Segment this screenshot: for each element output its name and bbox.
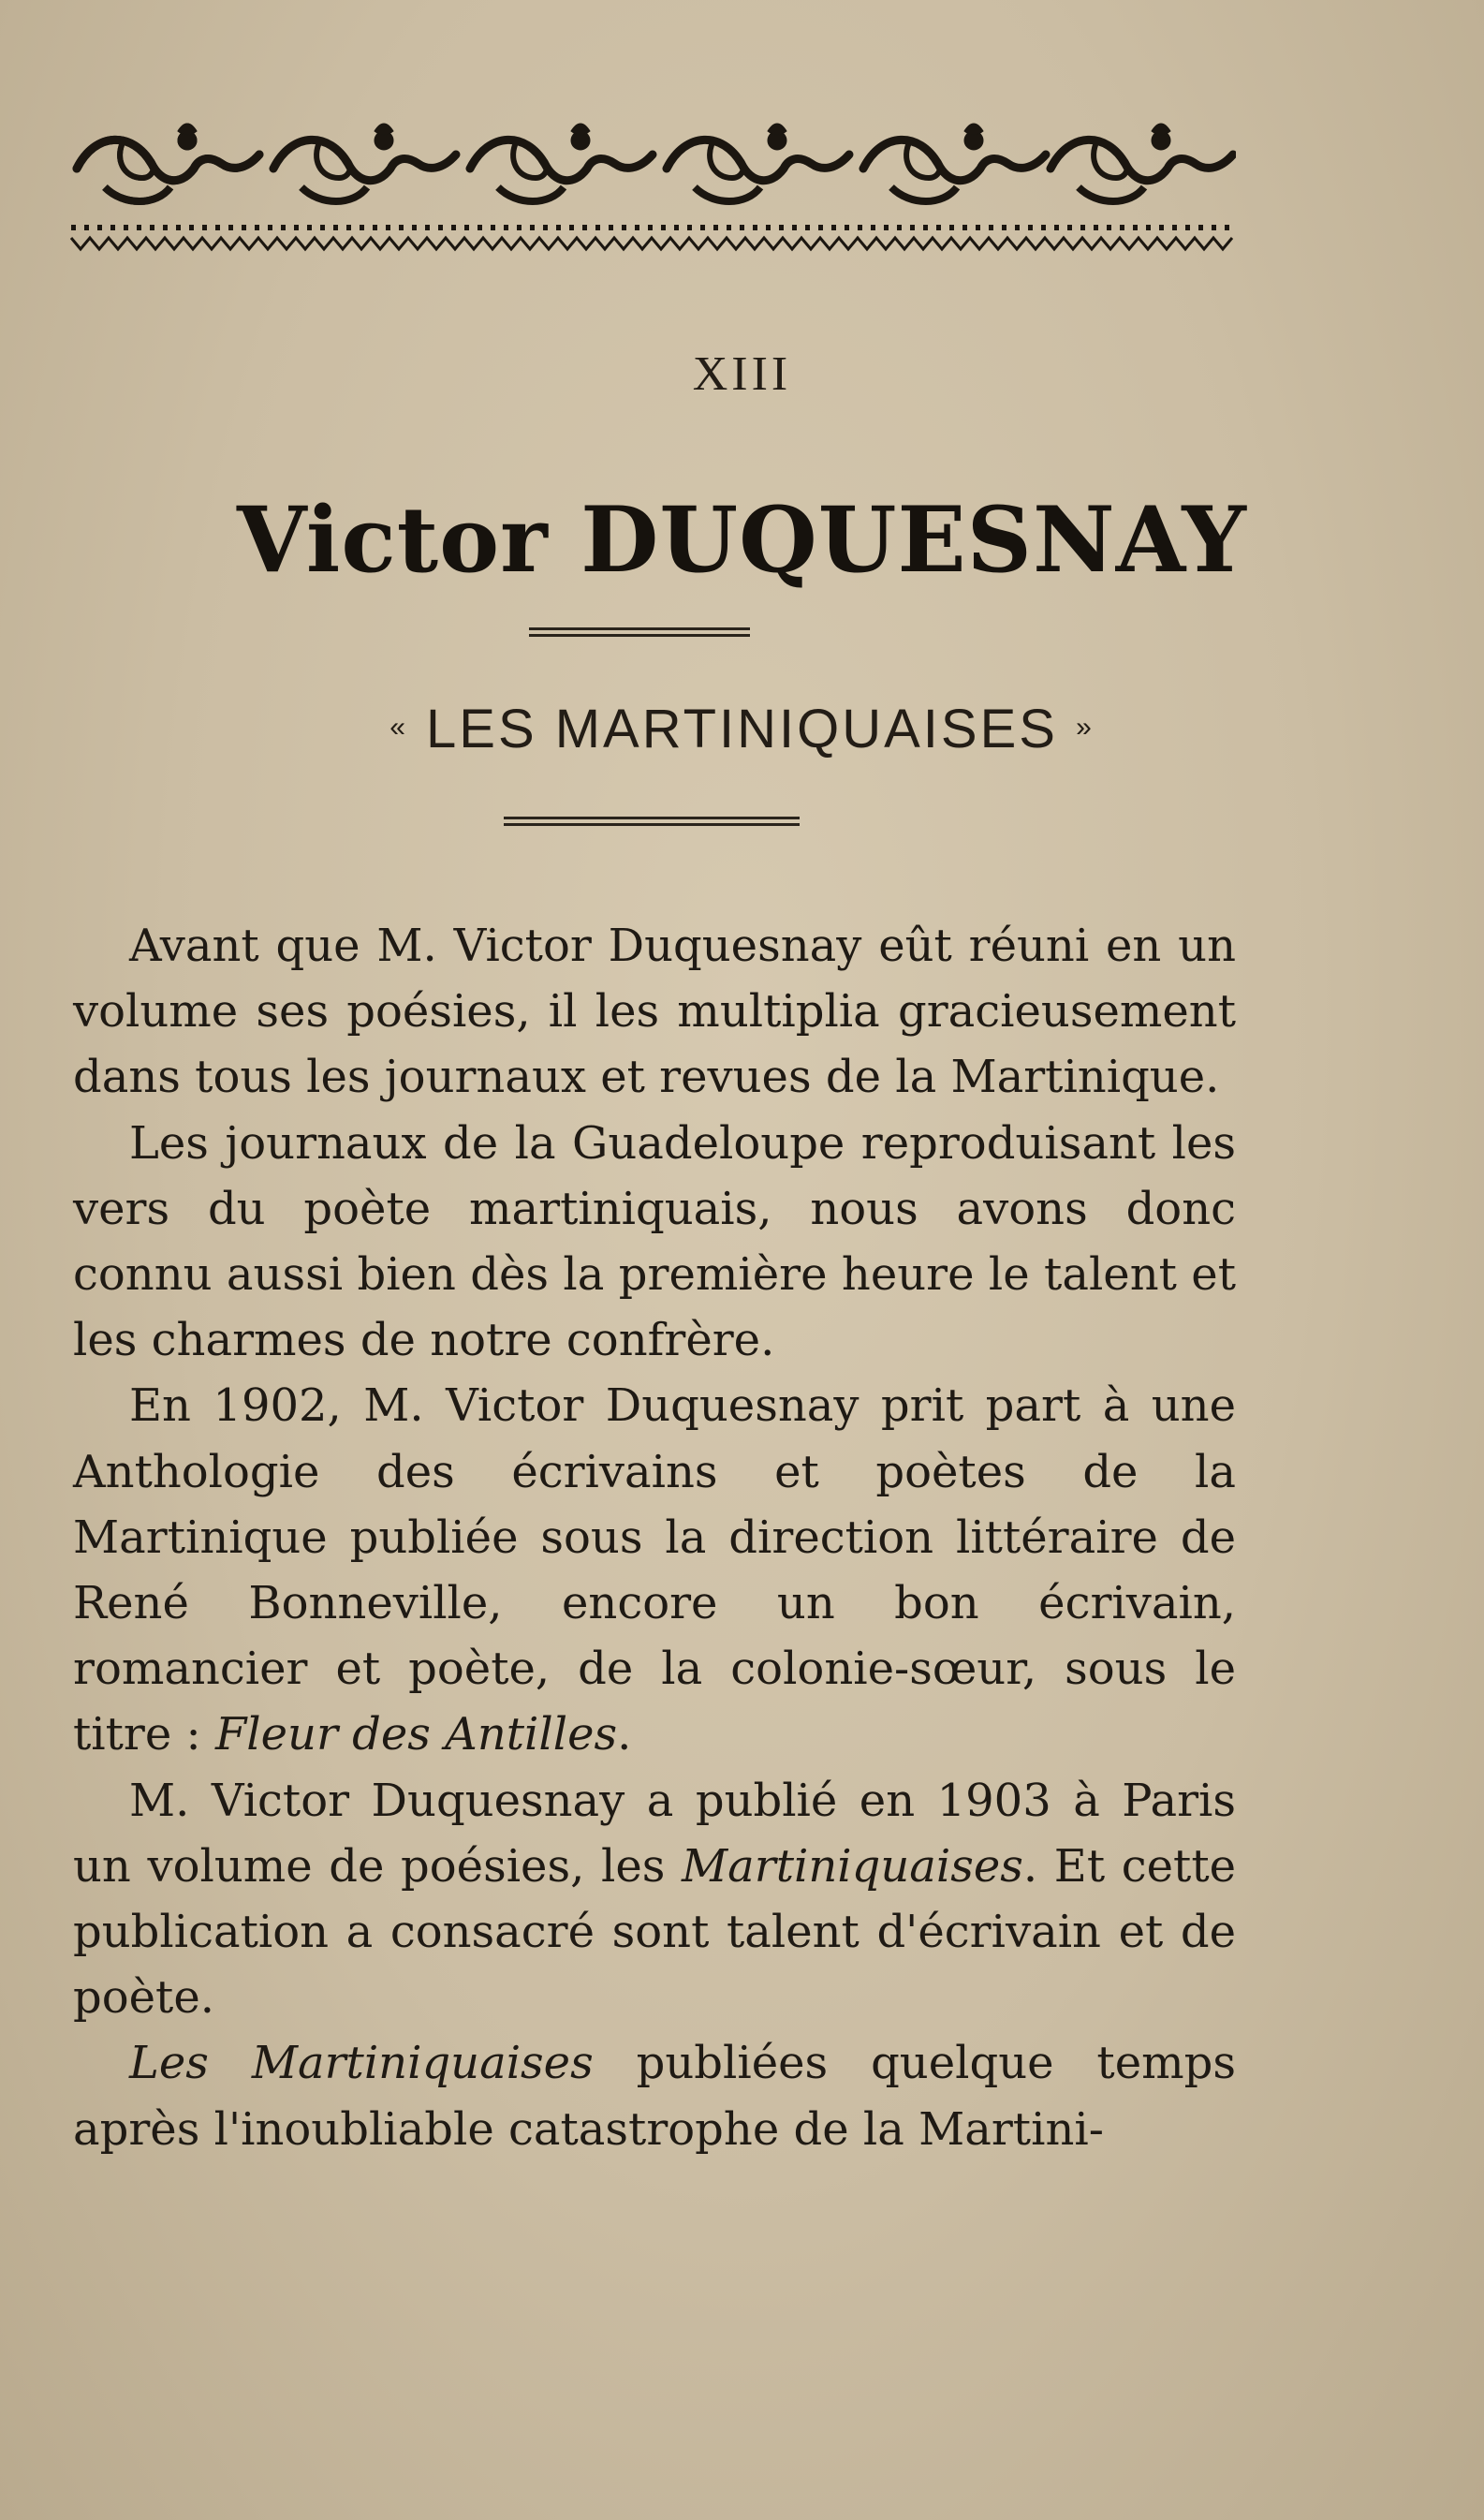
paragraph [73,1768,1236,2031]
decorative-header-ornament [67,112,1236,253]
italic-book-title: Fleur des Antilles [214,1708,618,1761]
italic-book-title: Les Martiniquaises [129,2037,594,2090]
open-quote: « [389,711,408,743]
paragraph [73,913,1236,1111]
double-rule-divider [529,627,750,637]
paragraph [73,2030,1236,2161]
paragraph-text: En 1902, M. Victor Duquesnay prit part à une Anthologie des écrivains et poètes de la Martinique publiée sous la direction littéraire de René Bonneville, encore un bon écrivain, romancier et poète, de la colonie-sœur, sous le titre : [73,1379,1236,1761]
body-text [73,913,1236,2162]
paragraph-text: . [617,1708,632,1761]
paragraph [73,1111,1236,1374]
double-rule-divider [504,817,800,826]
paragraph-text: publiées quelque temps après l'inoubliable catastrophe de la Martini- [73,2037,1236,2156]
book-title [0,698,1484,760]
book-title-text: LES MARTINIQUAISES [426,699,1058,759]
close-quote: » [1076,711,1095,743]
paragraph-text: . Et cette publication a consacré sont talent d'écrivain et de poète. [73,1839,1237,2025]
paragraph-text: Les journaux de la Guadeloupe reproduisant les vers du poète martiniquais, nous avons donc connu aussi bien dès la première heure le talent et les charmes de notre confrère. [73,1116,1236,1367]
author-heading: Victor DUQUESNAY [237,487,1247,593]
paragraph [73,1373,1236,1767]
chapter-number: XIII [692,347,792,401]
paragraph-text: M. Victor Duquesnay a publié en 1903 à Paris un volume de poésies, les [73,1774,1236,1893]
italic-book-title: Martiniquaises [682,1839,1023,1893]
paragraph-text: Avant que M. Victor Duquesnay eût réuni en un volume ses poésies, il les multiplia gracieusement dans tous les journaux et revues de la Martinique. [73,920,1236,1104]
